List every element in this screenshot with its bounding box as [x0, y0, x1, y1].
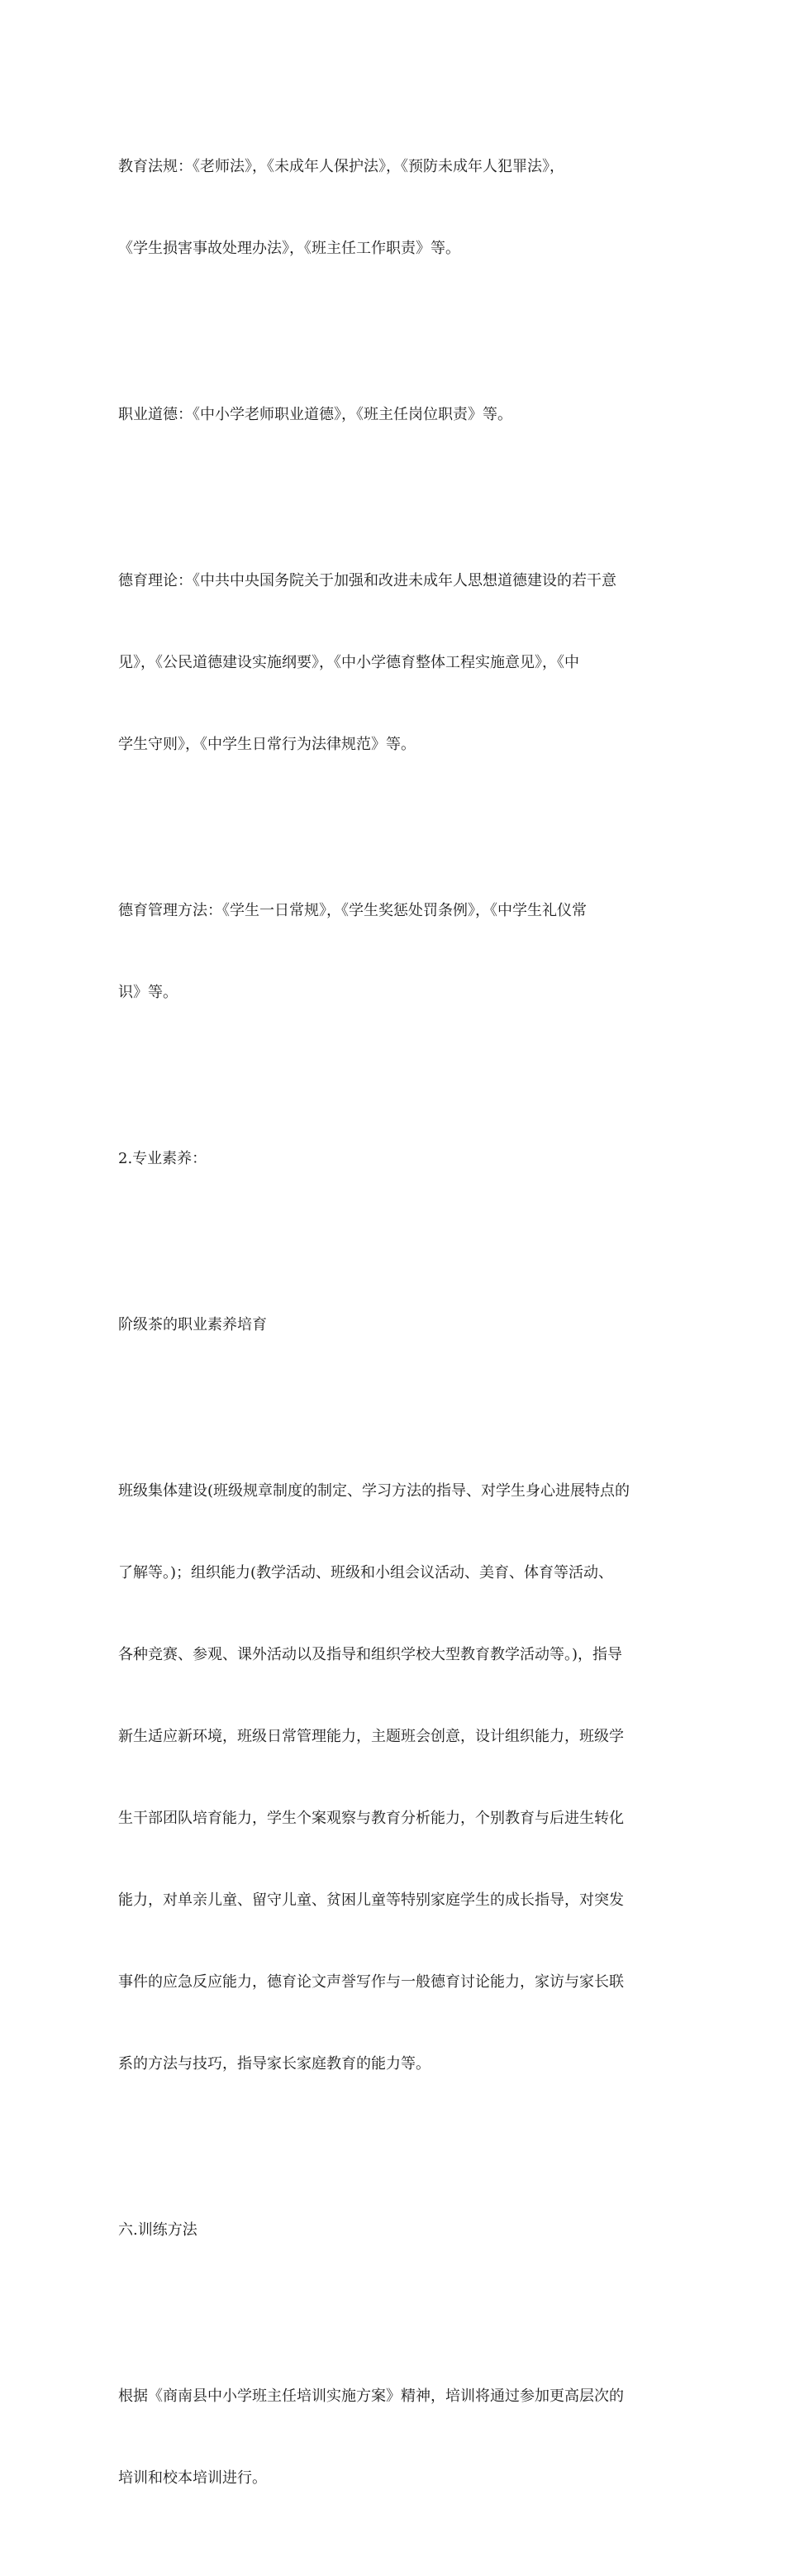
- paragraph-professional-ethics: [118, 346, 672, 483]
- text-line: 培训和校本培训进行。: [118, 2469, 267, 2487]
- text-line: 事件的应急反应能力，德育论文声誉写作与一般德育讨论能力，家访与家长联: [118, 1973, 624, 1991]
- document-body: [118, 98, 672, 2576]
- text-line: 教育法规：《老师法》，《未成年人保护法》，《预防未成年人犯罪法》，: [118, 158, 564, 175]
- paragraph-education-laws: [118, 98, 672, 317]
- text-line: 班级集体建设(班级规章制度的制定、学习方法的指导、对学生身心进展特点的: [118, 1482, 630, 1500]
- paragraph-training-plan: [118, 2328, 672, 2546]
- text-line: 阶级茶的职业素养培育: [118, 1316, 267, 1333]
- text-line: 职业道德：《中小学老师职业道德》，《班主任岗位职责》等。: [118, 406, 512, 423]
- section-heading-professional-literacy: [118, 1090, 672, 1227]
- paragraph-moral-theory: [118, 513, 672, 813]
- text-line: 六.训练方法: [118, 2221, 197, 2239]
- text-line: 系的方法与技巧，指导家长家庭教育的能力等。: [118, 2055, 431, 2073]
- text-line: 德育理论：《中共中央国务院关于加强和改进未成年人思想道德建设的若干意: [118, 572, 616, 589]
- text-line: 能力，对单亲儿童、留守儿童、贫困儿童等特别家庭学生的成长指导，对突发: [118, 1891, 624, 1909]
- paragraph-moral-management: [118, 842, 672, 1061]
- section-heading-training-methods: [118, 2162, 672, 2298]
- text-line: 见》，《公民道德建设实施纲要》，《中小学德育整体工程实施意见》，《中: [118, 654, 579, 671]
- text-line: 学生守则》，《中学生日常行为法律规范》等。: [118, 736, 416, 753]
- text-line: 新生适应新环境，班级日常管理能力，主题班会创意，设计组织能力，班级学: [118, 1728, 624, 1745]
- text-line: 各种竞赛、参观、课外活动以及指导和组织学校大型教育教学活动等。)，指导: [118, 1646, 623, 1663]
- text-line: 了解等。)；组织能力(教学活动、班级和小组会议活动、美育、体育等活动、: [118, 1564, 614, 1581]
- paragraph-class-building: [118, 1423, 672, 2132]
- text-line: 生干部团队培育能力，学生个案观察与教育分析能力，个别教育与后进生转化: [118, 1810, 624, 1827]
- text-line: 识》等。: [118, 984, 178, 1001]
- paragraph-literacy-training: [118, 1257, 672, 1393]
- text-line: 《学生损害事故处理办法》，《班主任工作职责》等。: [118, 240, 460, 257]
- text-line: 德育管理方法：《学生一日常规》，《学生奖惩处罚条例》，《中学生礼仪常: [118, 902, 587, 919]
- text-line: 根据《商南县中小学班主任培训实施方案》精神，培训将通过参加更高层次的: [118, 2388, 624, 2405]
- text-line: 2.专业素养：: [118, 1150, 207, 1167]
